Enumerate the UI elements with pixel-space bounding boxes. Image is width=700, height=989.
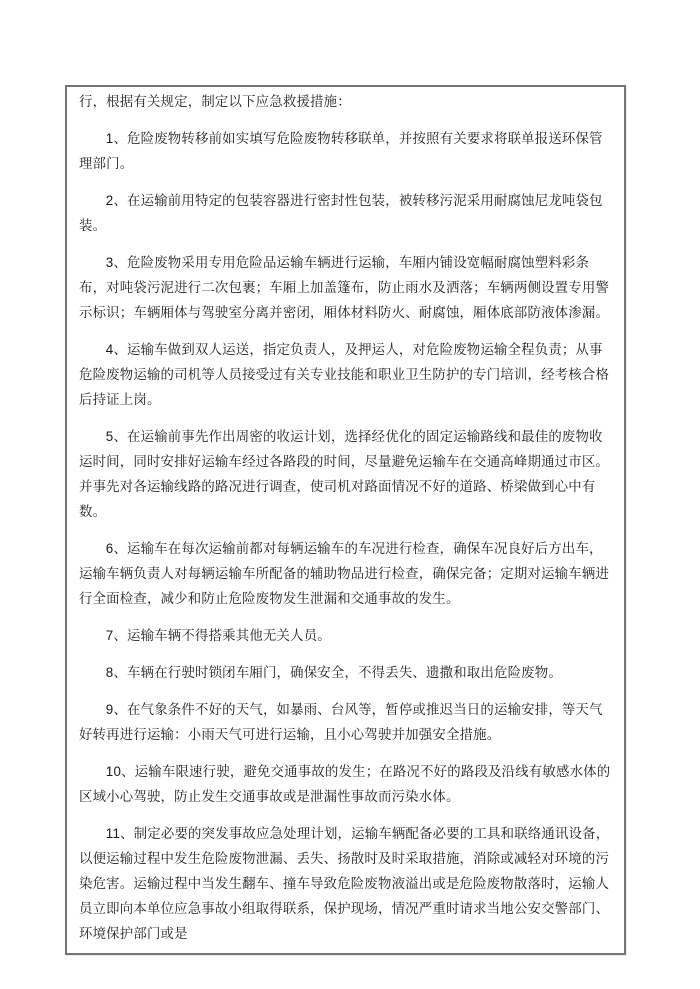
numbered-paragraph: 9、在气象条件不好的天气，如暴雨、台风等，暂停或推迟当日的运输安排，等天气好转再进行运输：小雨天气可进行运输，且小心驾驶并加强安全措施。 xyxy=(79,702,603,742)
continuation-paragraph: 行，根据有关规定，制定以下应急救援措施： xyxy=(79,94,351,109)
paragraph-container xyxy=(79,89,612,946)
numbered-paragraph: 8、车辆在行驶时锁闭车厢门，确保安全，不得丢失、遗撒和取出危险废物。 xyxy=(105,665,562,680)
numbered-paragraph: 2、在运输前用特定的包装容器进行密封性包装，被转移污泥采用耐腐蚀尼龙吨袋包装。 xyxy=(79,193,603,233)
numbered-paragraph: 7、运输车辆不得搭乘其他无关人员。 xyxy=(105,628,331,643)
numbered-paragraph: 4、运输车做到双人运送，指定负责人，及押运人，对危险废物运输全程负责；从事危险废物运输的司机等人员接受过有关专业技能和职业卫生防护的专门培训，经考核合格后持证上岗。 xyxy=(79,342,610,407)
numbered-paragraph: 1、危险废物转移前如实填写危险废物转移联单，并按照有关要求将联单报送环保管理部门。 xyxy=(79,131,603,171)
table-cell-border xyxy=(65,85,626,955)
numbered-paragraph: 11、制定必要的突发事故应急处理计划，运输车辆配备必要的工具和联络通讯设备，以便运输过程中发生危险废物泄漏、丢失、扬散时及时采取措施，消除或减轻对环境的污染危害。运输过程中当发生翻车、撞车导致危险废物液溢出或是危险废物散落时，运输人员立即向本单位应急事故小组取得联系，保护现场，情况严重时请求当地公安交警部门、环境保护部门或是 xyxy=(79,826,610,941)
numbered-paragraph: 5、在运输前事先作出周密的收运计划，选择经优化的固定运输路线和最佳的废物收运时间，同时安排好运输车经过各路段的时间，尽量避免运输车在交通高峰期通过市区。并事先对各运输线路的路况进行调查，使司机对路面情况不好的道路、桥梁做到心中有数。 xyxy=(79,429,610,519)
numbered-paragraph: 3、危险废物采用专用危险品运输车辆进行运输，车厢内铺设宽幅耐腐蚀塑料彩条布，对吨袋污泥进行二次包裹；车厢上加盖篷布，防止雨水及洒落；车辆两侧设置专用警示标识；车辆厢体与驾驶室分离并密闭，厢体材料防火、耐腐蚀，厢体底部防液体渗漏。 xyxy=(79,255,610,320)
numbered-paragraph: 6、运输车在每次运输前都对每辆运输车的车况进行检查，确保车况良好后方出车，运输车辆负责人对每辆运输车所配备的辅助物品进行检查，确保完备；定期对运输车辆进行全面检查，减少和防止危险废物发生泄漏和交通事故的发生。 xyxy=(79,541,610,606)
numbered-paragraph: 10、运输车限速行驶，避免交通事故的发生；在路况不好的路段及沿线有敏感水体的区域小心驾驶，防止发生交通事故或是泄漏性事故而污染水体。 xyxy=(79,764,611,804)
